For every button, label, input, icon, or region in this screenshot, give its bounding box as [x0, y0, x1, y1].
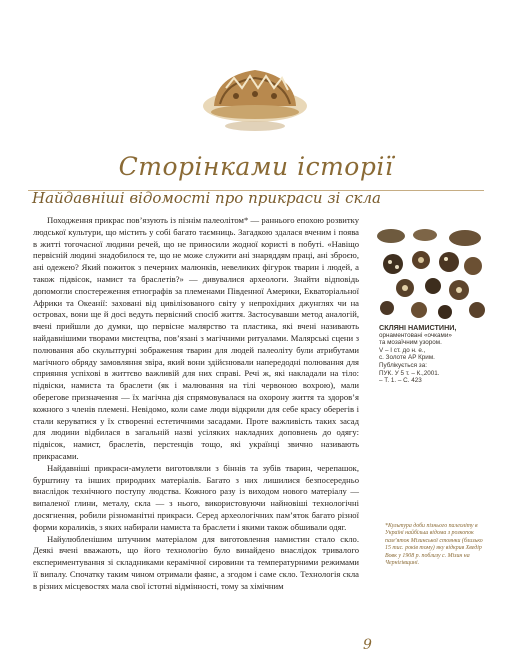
caption-line: Публікується за: — [379, 361, 427, 369]
photo-caption — [379, 324, 494, 385]
page-number: 9 — [363, 637, 372, 653]
article-body — [33, 215, 359, 593]
section-title: Сторінками історії — [118, 152, 394, 181]
glass-beads-photo — [373, 226, 491, 322]
caption-line: V – І ст. до н. е., — [379, 346, 426, 354]
caption-line: та мозаїчним узором. — [379, 339, 442, 347]
caption-line: ПУК. У 5 т. – К.,2001. — [379, 369, 440, 377]
paragraph: Походження прикрас пов’язують із пізнім палеолітом* — раннього епохою розвитку людської культури, що містить у собі багато таємниць. Загадкою здалася вченим і поява в житті тогочасної людини речей, що не приносили жодної користі в побуті. «Навіщо первісній людині знадобилося те, що не може служити ані знаряддям праці, ані зброєю, ані одежею? Який пожиток з печерних малюнків, невеликих фігурок тварин і людей, а також підвісок, намист та браслетів?» — дивувалися археологи. Знайти відповідь допомогли спостереження етнографів за племенами Південної Америки, Екваторіальної Африки та Океанії: заховані від цивілізованого світу у непрохідних джунглях чи на островах, вони ще й досі ведуть первісний спосіб життя. Застосувавши метод аналогій, вчені прийшли до думки, що первісне малярство та пластика, які вчені називають найдавнішими творами мистецтва, пов’язані з магічними ритуалами. Малярські сцени з полювання або скульптурні зображення тварин для людей палеоліту були атрибутами магічного обряду замовляння звіра, який вони здійснювали напередодні полювання для сприяння успіхові в життєво важливій для них справі. Речі ж, які накладали на тіло: підвіски, намиста та браслети (як і малювання на тілі червоною вохрою), мали оберегове призначення — їх магічна дія спрямовувалася на охорону життя та здоров’я кожного з членів племені. Невідомо, коли саме люди відкрили для себе красу оберегів і стали керуватися у їх створенні естетичними засадами. Проте важливість таких засад для людини відбилася в загальній назві усіляких накладних доповнень до одягу: підвісок, намист, браслетів, перстенців тощо, які українці звично називають прикрасами. — [33, 215, 359, 461]
footnote: *Культура доби пізнього палеоліту в Україні найбільш відома з розкопок пам’яток Мізинської стоянки (близько 15 тис. років тому) яку відкрив Хведір Вовк у 1908 р. поблизу с. Мізин на Чернігівщині. — [385, 523, 483, 567]
headdress-artifact-image — [196, 48, 314, 146]
caption-title: СКЛЯНІ НАМИСТИНИ, — [379, 323, 457, 332]
paragraph: Найулюбленішим штучним матеріалом для виготовлення намистин стало скло. Деякі вчені вважають, що його технологію було винайдено внаслідок тривалого експериментування зі складниками керамічної сировини та температурними режимами її випалу. Спочатку таким чином отримали фаянс, а згодом і саме скло. Технологія скла в різних місцевостях мала свої істотні відмінності, тому за хімічним — [33, 533, 359, 591]
caption-line: – Т. 1. – С. 423 — [379, 377, 422, 385]
article-title: Найдавніші відомості про прикраси зі скла — [32, 189, 381, 207]
caption-line: орнаментовані «очками» — [379, 331, 452, 339]
paragraph: Найдавніші прикраси-амулети виготовляли з біннів та зубів тварин, черепашок, бурштину та інших природних матеріалів. Багато з них лишилися безпосередньо внаслідок технічного поступу людства. Кожного разу із виходом нового матеріалу — випаленої глини, металу, скла — з нього, використовуючи найновіші технологічні досягнення, робили різноманітні прикраси. Серед археологічних пам’яток багато різної форми кораликів, з яких набирали намиста та браслети і якими також обшивали одяг. — [33, 462, 359, 532]
caption-line: с. Золоте АР Крим. — [379, 354, 435, 362]
